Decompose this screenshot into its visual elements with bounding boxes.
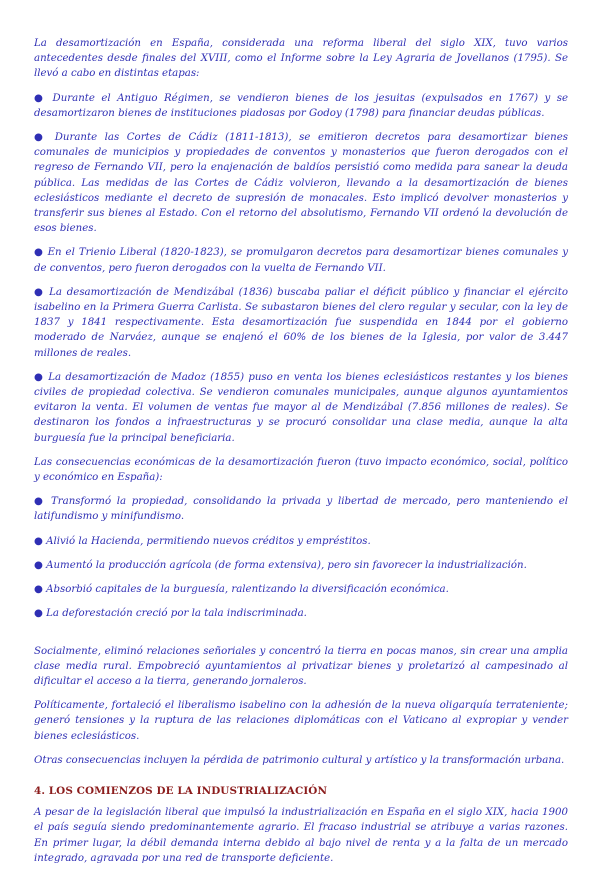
list-item: ● La deforestación creció por la tala indiscriminada. bbox=[34, 606, 568, 621]
intro-paragraph: La desamortización en España, considerada una reforma liberal del siglo XIX, tuvo varios antecedentes desde finales del XVIII, como el Informe sobre la Ley Agraria de Jovellanos (1795). Se llevó a cabo en distintas etapas: bbox=[34, 38, 568, 80]
list-item: ● Transformó la propiedad, consolidando la privada y libertad de mercado, pero manteniendo el latifundismo y minifundismo. bbox=[34, 494, 568, 524]
list-item: ● La desamortización de Mendizábal (1836) buscaba paliar el déficit público y financiar el ejército isabelino en la Primera Guerra Carlista. Se subastaron bienes del clero regular y secular, con la ley de 1837 y 1841 respectivamente. Esta desamortización fue suspendida en 1844 por el gobierno moderado de Narváez, aunque se enajenó el 60% de los bienes de la Iglesia, por valor de 3.447 millones de reales. bbox=[34, 285, 568, 361]
list-item: ● Absorbió capitales de la burguesía, ralentizando la diversificación económica. bbox=[34, 582, 568, 597]
list-item: ● La desamortización de Madoz (1855) puso en venta los bienes eclesiásticos restantes y los bienes civiles de propiedad colectiva. Se vendieron comunales municipales, aunque algunos ayuntamientos evitaron la venta. El volumen de ventas fue mayor al de Mendizábal (7.856 millones de reales). Se destinaron los fondos a infraestructuras y se procuró consolidar una clase media, aunque la alta burguesía fue la principal beneficiaria. bbox=[34, 370, 568, 446]
consequences-intro: Las consecuencias económicas de la desamortización fueron (tuvo impacto económico, social, político y económico en España): bbox=[34, 456, 568, 484]
social-paragraph: Socialmente, eliminó relaciones señoriales y concentró la tierra en pocas manos, sin crear una amplia clase media rural. Empobreció ayuntamientos al privatizar bienes y proletarizó al campesinado al dificultar el acceso a la tierra, generando jornaleros. bbox=[34, 645, 568, 687]
document-page bbox=[34, 36, 568, 875]
list-item: ● Durante las Cortes de Cádiz (1811-1813), se emitieron decretos para desamortizar bienes comunales de municipios y propiedades de conventos y monasterios que fueron derogados con el regreso de Fernando VII, pero la enajenación de baldíos persistió como medida para sanear la deuda pública. Las medidas de las Cortes de Cádiz volvieron, llevando a la desamortización de bienes eclesiásticos mediante el decreto de supresión de monacales. Esto implicó devolver monasterios y transferir sus bienes al Estado. Con el retorno del absolutismo, Fernando VII ordenó la devolución de esos bienes. bbox=[34, 130, 568, 236]
section-heading: 4. LOS COMIENZOS DE LA INDUSTRIALIZACIÓN bbox=[34, 784, 328, 797]
list-item: ● Aumentó la producción agrícola (de forma extensiva), pero sin favorecer la industrialización. bbox=[34, 558, 568, 573]
list-item: ● En el Trienio Liberal (1820-1823), se promulgaron decretos para desamortizar bienes comunales y de conventos, pero fueron derogados con la vuelta de Fernando VII. bbox=[34, 245, 568, 275]
list-item: ● Durante el Antiguo Régimen, se vendieron bienes de los jesuitas (expulsados en 1767) y se desamortizaron bienes de instituciones piadosas por Godoy (1798) para financiar deudas públicas. bbox=[34, 91, 568, 121]
other-consequences-paragraph: Otras consecuencias incluyen la pérdida de patrimonio cultural y artístico y la transformación urbana. bbox=[34, 754, 565, 766]
section-paragraph: A pesar de la legislación liberal que impulsó la industrialización en España en el siglo XIX, hacia 1900 el país seguía siendo predominantemente agrario. El fracaso industrial se atribuye a varias razones. En primer lugar, la débil demanda interna debido al bajo nivel de renta y a la falta de un mercado integrado, agravada por una red de transporte deficiente. bbox=[34, 807, 568, 864]
list-item: ● Alivió la Hacienda, permitiendo nuevos créditos y empréstitos. bbox=[34, 534, 568, 549]
political-paragraph: Políticamente, fortaleció el liberalismo isabelino con la adhesión de la nueva oligarquía terrateniente; generó tensiones y la ruptura de las relaciones diplomáticas con el Vaticano al expropiar y vender bienes eclesiásticos. bbox=[34, 700, 568, 742]
